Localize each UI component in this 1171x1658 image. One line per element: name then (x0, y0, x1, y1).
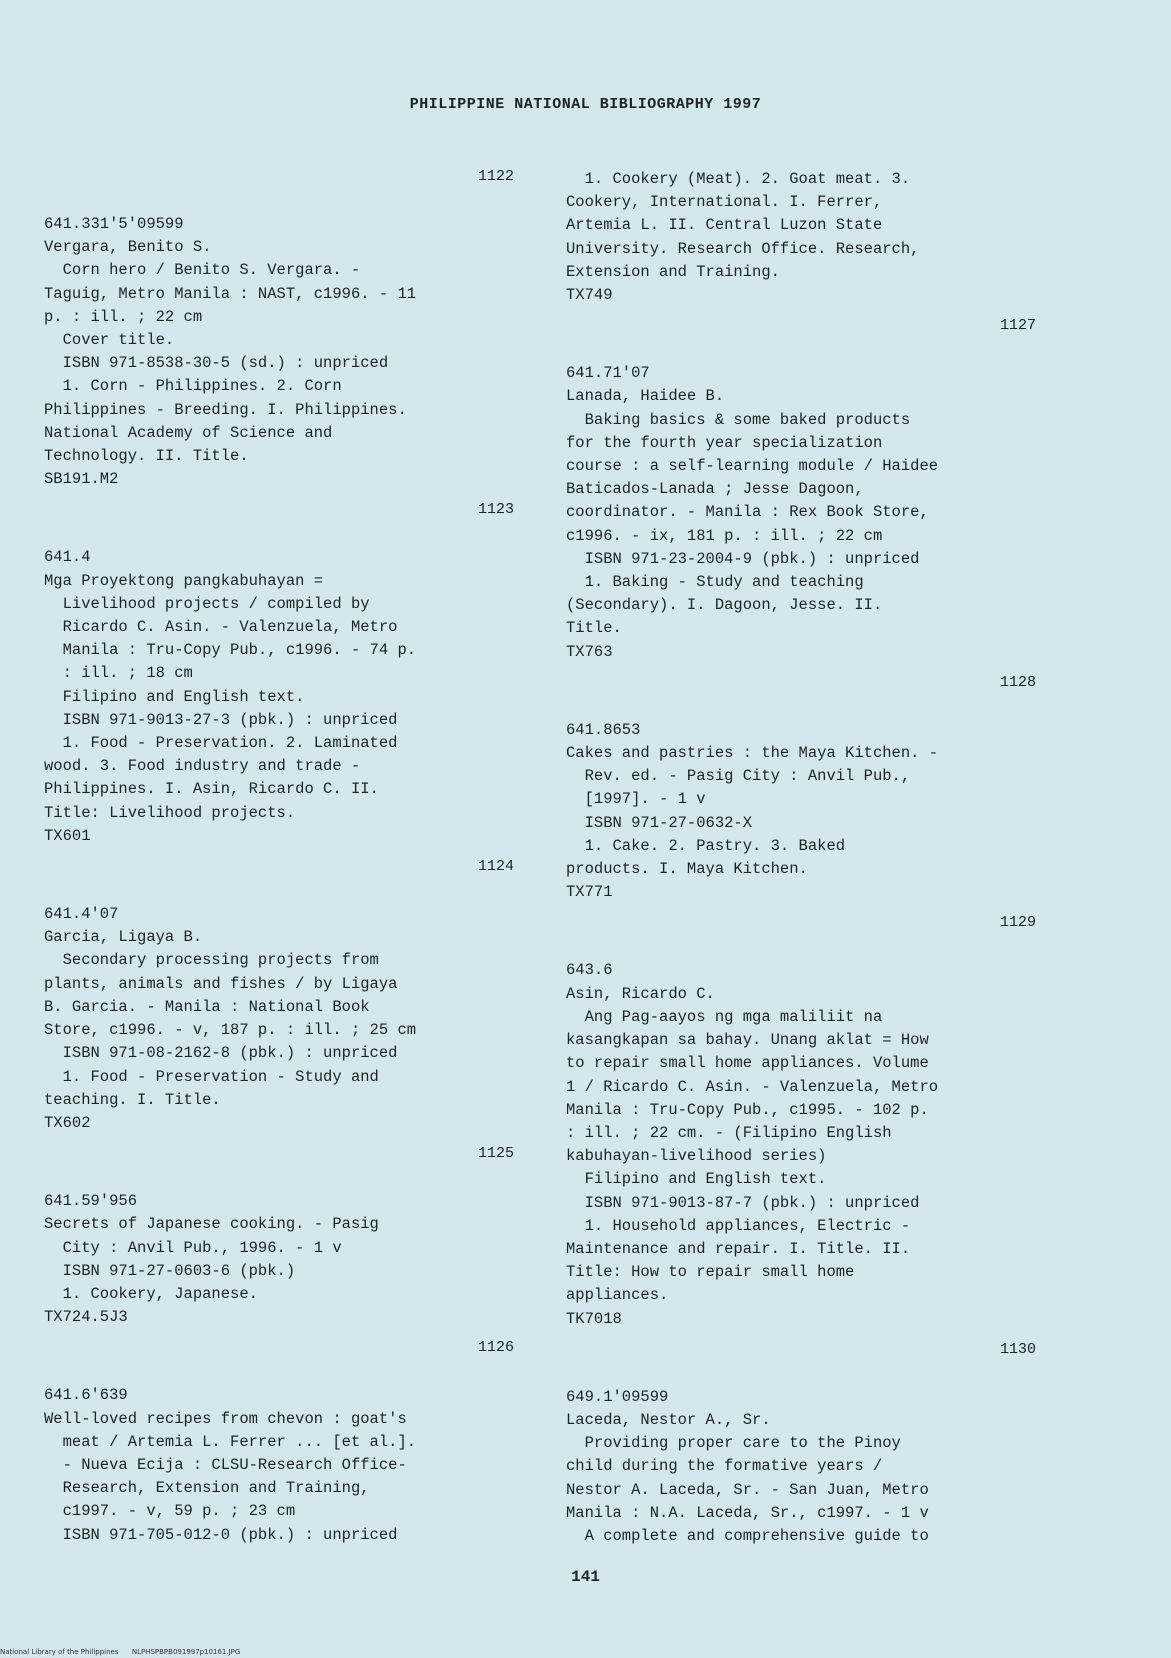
entry-line: c1996. - ix, 181 p. : ill. ; 22 cm (566, 526, 883, 545)
entry-line: products. I. Maya Kitchen. (566, 860, 808, 879)
entry-number: 1129 (999, 914, 1036, 932)
entry-line: 1. Cake. 2. Pastry. 3. Baked (566, 836, 846, 855)
entry-line: course : a self-learning module / Haidee (566, 457, 939, 476)
entry-line: 1. Food - Preservation - Study and (44, 1067, 379, 1086)
entry-line: teaching. I. Title. (44, 1090, 221, 1109)
entry-line: ISBN 971-27-0603-6 (pbk.) (44, 1261, 296, 1280)
entry-line: 1. Cookery (Meat). 2. Goat meat. 3. (566, 170, 911, 188)
entry-line: 641.8653 (566, 720, 641, 739)
entry-number: 1124 (477, 858, 514, 876)
entry-line: p. : ill. ; 22 cm (44, 307, 203, 326)
entry-number: 1128 (999, 673, 1036, 691)
entry-line: Cookery, International. I. Ferrer, (566, 193, 883, 212)
entry-line: Store, c1996. - v, 187 p. : ill. ; 25 cm (44, 1021, 417, 1040)
entry-line: ISBN 971-23-2004-9 (pbk.) : unpriced (566, 549, 920, 568)
entry-line: appliances. (566, 1286, 669, 1305)
entry-number: 1126 (477, 1339, 514, 1357)
entry-line: Manila : Tru-Copy Pub., c1996. - 74 p. (44, 641, 417, 660)
entry-line: (Secondary). I. Dagoon, Jesse. II. (566, 596, 883, 615)
entry-line: Maintenance and repair. I. Title. II. (566, 1239, 911, 1258)
entry-line: Research, Extension and Training, (44, 1479, 370, 1498)
bibliography-entry (566, 674, 1036, 915)
entry-line: Asin, Ricardo C. (566, 984, 715, 1003)
entry-line: kasangkapan sa bahay. Unang aklat = How (566, 1031, 929, 1050)
entry-line: City : Anvil Pub., 1996. - 1 v (44, 1238, 342, 1257)
entry-line: 641.4 (44, 548, 91, 567)
entry-line: 643.6 (566, 961, 613, 980)
entry-line: coordinator. - Manila : Rex Book Store, (566, 503, 929, 522)
entry-line: ISBN 971-9013-27-3 (pbk.) : unpriced (44, 710, 398, 729)
entry-line: 641.331'5'09599 (44, 215, 184, 233)
entry-line: SB191.M2 (44, 470, 119, 489)
entry-line: B. Garcia. - Manila : National Book (44, 997, 370, 1016)
entry-line: ISBN 971-08-2162-8 (pbk.) : unpriced (44, 1044, 398, 1063)
entry-line: Secondary processing projects from (44, 951, 379, 970)
entry-line: 641.4'07 (44, 905, 119, 924)
entry-line: TX724.5J3 (44, 1308, 128, 1327)
entry-line: Ricardo C. Asin. - Valenzuela, Metro (44, 618, 398, 637)
entry-line: National Academy of Science and (44, 423, 333, 442)
entry-line: Manila : Tru-Copy Pub., c1995. - 102 p. (566, 1100, 929, 1119)
entry-line: 1 / Ricardo C. Asin. - Valenzuela, Metro (566, 1077, 939, 1096)
entry-line: Nestor A. Laceda, Sr. - San Juan, Metro (566, 1480, 929, 1499)
entry-line: TX771 (566, 883, 613, 902)
entry-line: TX763 (566, 642, 613, 661)
entry-line: ISBN 971-9013-87-7 (pbk.) : unpriced (566, 1193, 920, 1212)
entry-line: ISBN 971-705-012-0 (pbk.) : unpriced (44, 1525, 398, 1544)
entry-line: Taguig, Metro Manila : NAST, c1996. - 11 (44, 284, 417, 303)
entry-line: for the fourth year specialization (566, 433, 883, 452)
entry-line: Technology. II. Title. (44, 447, 249, 466)
bibliography-entry (44, 501, 514, 858)
entry-line: University. Research Office. Research, (566, 239, 920, 258)
entry-line: A complete and comprehensive guide to (566, 1526, 929, 1545)
entry-line: ISBN 971-27-0632-X (566, 813, 753, 832)
entry-line: Lanada, Haidee B. (566, 387, 725, 406)
entry-line: to repair small home appliances. Volume (566, 1054, 929, 1073)
entry-line: [1997]. - 1 v (566, 790, 706, 809)
entry-line: Garcia, Ligaya B. (44, 928, 203, 947)
entry-line: TX602 (44, 1113, 91, 1132)
bibliography-entry (566, 168, 1036, 317)
entry-line: Well-loved recipes from chevon : goat's (44, 1409, 407, 1428)
entry-number: 1125 (477, 1145, 514, 1163)
entry-number: 1130 (999, 1340, 1036, 1358)
entry-line: Ang Pag-aayos ng mga maliliit na (566, 1007, 883, 1026)
entry-line: TX601 (44, 826, 91, 845)
entry-line: 1. Corn - Philippines. 2. Corn (44, 377, 342, 396)
entry-line: meat / Artemia L. Ferrer ... [et al.]. (44, 1432, 417, 1451)
entry-line: 649.1'09599 (566, 1387, 669, 1406)
entry-line: wood. 3. Food industry and trade - (44, 757, 361, 776)
entry-line: Cover title. (44, 331, 175, 350)
entry-line: Artemia L. II. Central Luzon State (566, 216, 883, 235)
entry-line: plants, animals and fishes / by Ligaya (44, 974, 398, 993)
page-number: 141 (571, 1568, 600, 1586)
entry-line: Extension and Training. (566, 262, 780, 281)
entry-line: Title: Livelihood projects. (44, 803, 296, 822)
entry-line: kabuhayan-livelihood series) (566, 1147, 827, 1166)
entry-line: Providing proper care to the Pinoy (566, 1434, 901, 1453)
bibliography-entry (44, 1339, 514, 1556)
entry-line: Cakes and pastries : the Maya Kitchen. - (566, 744, 939, 763)
entry-line: Manila : N.A. Laceda, Sr., c1997. - 1 v (566, 1503, 929, 1522)
scan-footer: National Library of the Philippines NLPHSPBPB091997p10161.JPG (0, 1648, 241, 1656)
entry-line: Vergara, Benito S. (44, 238, 212, 257)
entry-line: Secrets of Japanese cooking. - Pasig (44, 1215, 379, 1234)
bibliography-entry (44, 858, 514, 1145)
entry-line: Mga Proyektong pangkabuhayan = (44, 571, 333, 590)
entry-line: Philippines - Breeding. I. Philippines. (44, 400, 407, 419)
entry-line: c1997. - v, 59 p. ; 23 cm (44, 1502, 296, 1521)
left-column (44, 168, 514, 1557)
entry-line: ISBN 971-8538-30-5 (sd.) : unpriced (44, 354, 389, 373)
entry-line: Livelihood projects / compiled by (44, 594, 370, 613)
entry-line: 1. Cookery, Japanese. (44, 1284, 258, 1303)
entry-line: Rev. ed. - Pasig City : Anvil Pub., (566, 767, 911, 786)
entry-line: TK7018 (566, 1309, 622, 1328)
entry-line: Filipino and English text. (566, 1170, 827, 1189)
entry-line: 1. Food - Preservation. 2. Laminated (44, 734, 398, 753)
entry-line: 641.59'956 (44, 1192, 138, 1211)
entry-line: : ill. ; 18 cm (44, 664, 193, 683)
entry-line: TX749 (566, 286, 613, 305)
entry-number: 1123 (477, 501, 514, 519)
bibliography-entry (44, 168, 514, 501)
right-column (566, 168, 1036, 1558)
entry-number: 1127 (999, 317, 1036, 335)
page-title: PHILIPPINE NATIONAL BIBLIOGRAPHY 1997 (409, 96, 762, 113)
bibliography-entry (44, 1145, 514, 1339)
entry-line: Title. (566, 619, 622, 638)
entry-line: Baking basics & some baked products (566, 410, 911, 429)
bibliography-entry (566, 914, 1036, 1340)
entry-line: Corn hero / Benito S. Vergara. - (44, 261, 361, 280)
entry-line: child during the formative years / (566, 1457, 883, 1476)
bibliography-entry (566, 317, 1036, 674)
entry-line: 641.71'07 (566, 364, 650, 383)
entry-line: Philippines. I. Asin, Ricardo C. II. (44, 780, 379, 799)
entry-line: 641.6'639 (44, 1386, 128, 1405)
entry-number: 1122 (477, 168, 514, 185)
entry-line: 1. Baking - Study and teaching (566, 573, 864, 592)
bibliography-entry (566, 1341, 1036, 1558)
entry-line: - Nueva Ecija : CLSU-Research Office- (44, 1455, 407, 1474)
entry-line: 1. Household appliances, Electric - (566, 1216, 911, 1235)
entry-line: Baticados-Lanada ; Jesse Dagoon, (566, 480, 864, 499)
entry-line: Filipino and English text. (44, 687, 305, 706)
entry-line: : ill. ; 22 cm. - (Filipino English (566, 1123, 892, 1142)
entry-line: Laceda, Nestor A., Sr. (566, 1410, 771, 1429)
entry-line: Title: How to repair small home (566, 1263, 855, 1282)
